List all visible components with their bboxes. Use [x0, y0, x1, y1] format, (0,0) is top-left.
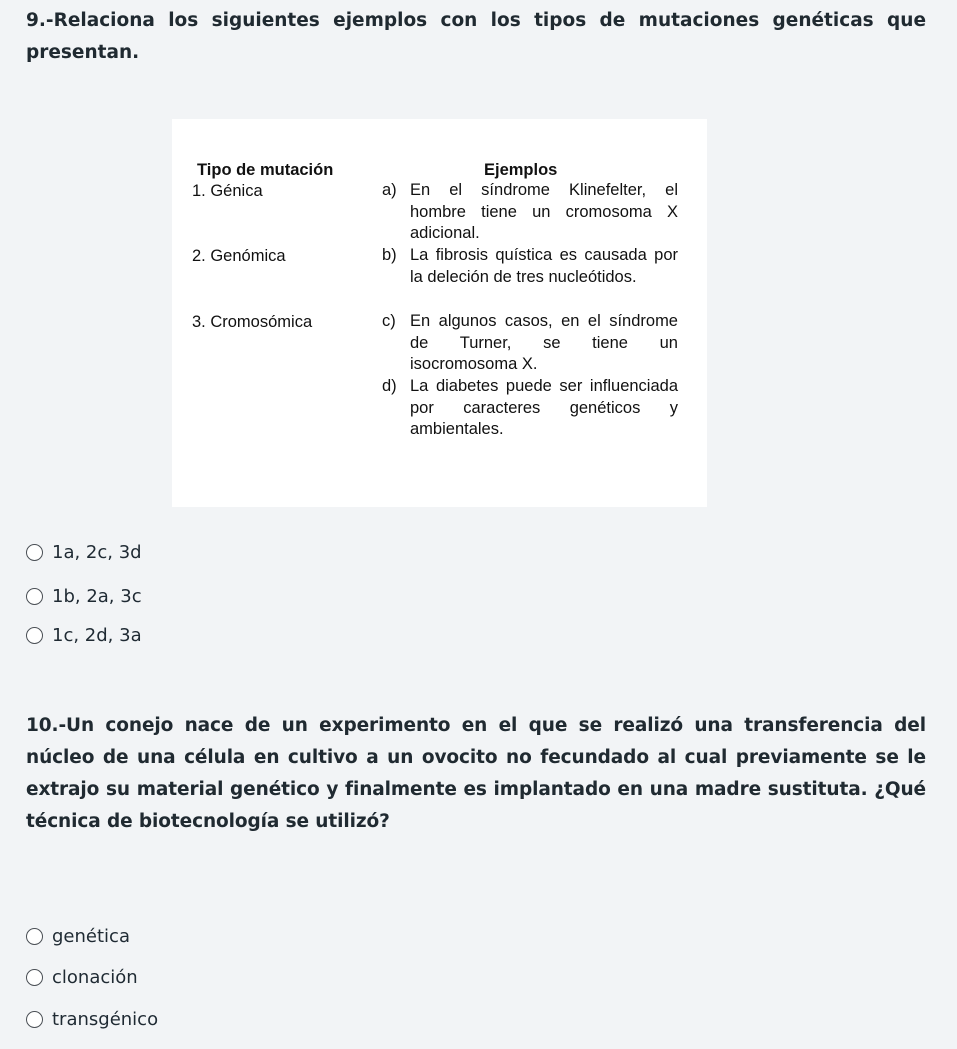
- example-c: [382, 311, 678, 376]
- example-d-text: La diabetes puede ser influenciada por caracteres genéticos y ambientales.: [410, 377, 678, 438]
- type-column-header: Tipo de mutación: [197, 161, 334, 179]
- question-9-title: 9.-Relaciona los siguientes ejemplos con los tipos de mutaciones genéticas que presentan.: [26, 10, 926, 63]
- radio-button-icon[interactable]: [26, 544, 43, 561]
- radio-button-icon[interactable]: [26, 1011, 43, 1028]
- radio-button-icon[interactable]: [26, 928, 43, 945]
- example-d: [382, 376, 678, 441]
- type-item-3: 3. Cromosómica: [192, 313, 313, 331]
- example-b: [382, 245, 678, 288]
- radio-button-icon[interactable]: [26, 627, 43, 644]
- example-c-letter: c): [382, 312, 396, 330]
- q9-option-3[interactable]: [26, 622, 142, 648]
- q10-option-1[interactable]: [26, 923, 130, 949]
- example-a: [382, 180, 678, 245]
- q10-option-3[interactable]: [26, 1006, 158, 1032]
- example-d-letter: d): [382, 377, 397, 395]
- question-10-title: 10.-Un conejo nace de un experimento en el que se realizó una transferencia del núcleo de una célula en cultivo a un ovocito no fecundado al cual previamente se le extrajo su material genético y finalmente es implantado en una madre sustituta. ¿Qué técnica de biotecnología se utilizó?: [26, 715, 926, 832]
- example-b-text: La fibrosis quística es causada por la deleción de tres nucleótidos.: [410, 246, 678, 286]
- q10-option-2-label: clonación: [52, 966, 138, 988]
- q9-option-1-label: 1a, 2c, 3d: [52, 541, 142, 563]
- q10-option-1-label: genética: [52, 925, 130, 947]
- type-item-1: 1. Génica: [192, 182, 263, 200]
- q9-option-2-label: 1b, 2a, 3c: [52, 585, 142, 607]
- type-item-2: 2. Genómica: [192, 247, 286, 265]
- mutation-table-image: [172, 119, 707, 507]
- radio-button-icon[interactable]: [26, 588, 43, 605]
- example-b-letter: b): [382, 246, 397, 264]
- example-a-text: En el síndrome Klinefelter, el hombre tiene un cromosoma X adicional.: [410, 181, 678, 242]
- radio-button-icon[interactable]: [26, 969, 43, 986]
- q9-option-1[interactable]: [26, 539, 142, 565]
- example-c-text: En algunos casos, en el síndrome de Turner, se tiene un isocromosoma X.: [410, 312, 678, 373]
- q9-option-2[interactable]: [26, 583, 142, 609]
- q9-option-3-label: 1c, 2d, 3a: [52, 624, 142, 646]
- q10-option-2[interactable]: [26, 964, 138, 990]
- q10-option-3-label: transgénico: [52, 1008, 159, 1030]
- example-a-letter: a): [382, 181, 397, 199]
- examples-column-header: Ejemplos: [484, 161, 558, 179]
